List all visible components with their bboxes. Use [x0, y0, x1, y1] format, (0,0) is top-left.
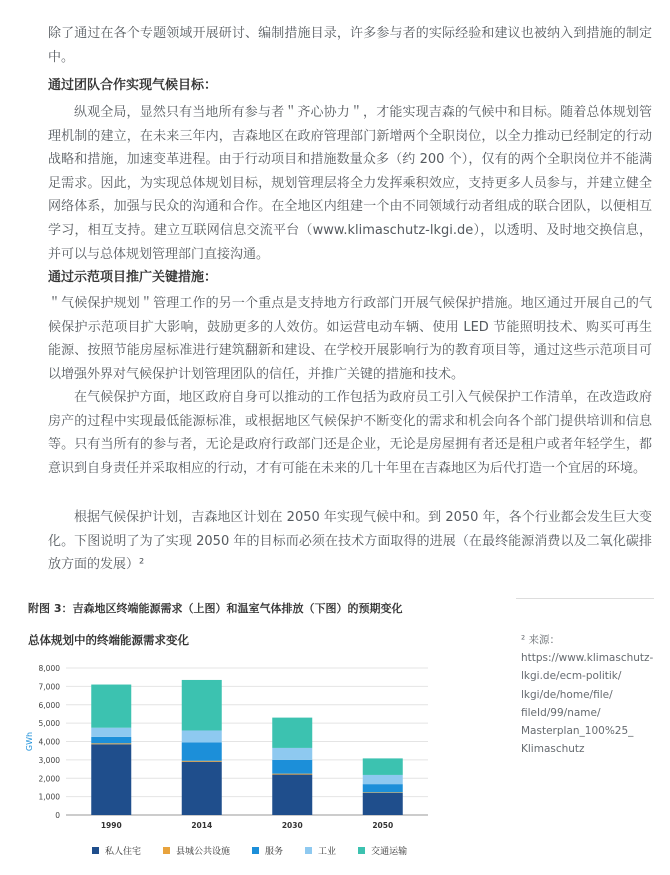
bar-segment	[91, 744, 131, 815]
figure-title: 附图 3：吉森地区终端能源需求（上图）和温室气体排放（下图）的预期变化	[28, 602, 403, 615]
energy-demand-bar-chart	[18, 655, 438, 840]
legend-label: 交通运输	[371, 847, 408, 857]
bar-segment	[272, 760, 312, 774]
bar-segment	[272, 774, 312, 775]
bar-segment	[272, 775, 312, 815]
bar-segment	[182, 680, 222, 731]
bar-segment	[363, 793, 403, 815]
bar-segment	[91, 737, 131, 743]
y-tick-label: 2,000	[38, 774, 60, 784]
footnote-line: https://www.klimaschutz-	[521, 652, 654, 665]
y-tick-label: 8,000	[38, 664, 60, 673]
legend-item	[92, 844, 141, 857]
chart-legend	[92, 844, 407, 857]
legend-item	[163, 844, 230, 857]
legend-swatch	[305, 847, 312, 854]
heading-team-cooperation: 通过团队合作实现气候目标：	[48, 78, 218, 93]
legend-label: 私人住宅	[105, 847, 142, 857]
bar-segment	[91, 685, 131, 728]
footnote-line: Masterplan_100%25_	[521, 725, 634, 738]
y-tick-label: 7,000	[38, 682, 60, 692]
bar-segment	[91, 743, 131, 744]
legend-item	[305, 844, 336, 857]
y-tick-label: 0	[55, 811, 60, 820]
y-tick-label: 1,000	[38, 792, 60, 802]
bar-segment	[182, 742, 222, 760]
y-tick-label: 3,000	[38, 755, 60, 765]
y-tick-label: 4,000	[38, 737, 60, 747]
legend-label: 县城公共设施	[176, 847, 231, 857]
legend-label: 工业	[318, 847, 337, 857]
y-tick-label: 5,000	[38, 719, 60, 729]
x-tick-label: 2050	[372, 821, 394, 830]
footnote-line: ² 来源：	[521, 634, 561, 646]
legend-item	[252, 844, 283, 857]
paragraph-government-actions: 在气候保护方面，地区政府自身可以推动的工作包括为政府员工引入气候保护工作清单，在改造政府房产的过程中实现最低能源标准，或根据地区气候保护不断变化的需求和机会向各个部门提供培训和信息等。只有当所有的参与者，无论是政府行政部门还是企业，无论是房屋拥有者还是租户或者年轻学生，都意识到自身责任并采取相应的行动，才有可能在未来的几十年里在吉森地区为后代打造一个宜居的环境。	[48, 390, 652, 476]
bar-segment	[272, 718, 312, 748]
legend-swatch	[163, 847, 170, 854]
x-tick-label: 2030	[281, 821, 303, 830]
bar-segment	[363, 758, 403, 775]
paragraph-intro: 除了通过在各个专题领域开展研讨、编制措施目录，许多参与者的实际经验和建议也被纳入到措施的制定中。	[48, 26, 652, 65]
footnote-line: Klimaschutz	[521, 743, 585, 756]
footnote-line: lkgi.de/ecm-politik/	[521, 670, 622, 683]
legend-label: 服务	[265, 847, 284, 857]
y-axis-label: GWh	[25, 731, 34, 752]
bar-segment	[363, 792, 403, 793]
bar-segment	[182, 761, 222, 762]
paragraph-team-cooperation: 纵观全局，显然只有当地所有参与者＂齐心协力＂，才能实现吉森的气候中和目标。随着总体规划管理机制的建立，在未来三年内，吉森地区在政府管理部门新增两个全职岗位，以全力推动已经制定的行动战略和措施，加速变革进程。由于行动项目和措施数量众多（约 200 个），仅有的两个全职岗位并不能满足需求。因此，为实现总体规划目标，规划管理层将全力发挥乘积效应，支持更多人员参与，并建立健全网络体系，加强与民众的沟通和合作。在全地区内组建一个由不同领域行动者组成的联合团队，以便相互学习，相互支持。建立互联网信息交流平台（www.klimaschutz-lkgi.de），以透明、及时地交换信息，并可以与总体规划管理部门直接沟通。	[48, 105, 652, 262]
footnote-line: lkgi/de/home/file/	[521, 688, 613, 701]
y-tick-label: 6,000	[38, 700, 60, 710]
chart-heading: 总体规划中的终端能源需求变化	[28, 633, 189, 647]
bar-segment	[91, 728, 131, 737]
bar-segment	[182, 762, 222, 815]
paragraph-demo-projects: ＂气候保护规划＂管理工作的另一个重点是支持地方行政部门开展气候保护措施。地区通过开展自己的气候保护示范项目扩大影响，鼓励更多的人效仿。如运营电动车辆、使用 LED 节能照明技术、购买可再生能源、按照节能房屋标准进行建筑翻新和建设、在学校开展影响行为的教育项目等，通过这些示范项目可以增强外界对气候保护计划管理团队的信任，并推广关键的措施和技术。	[48, 296, 652, 382]
footnote-divider	[516, 598, 654, 599]
x-tick-label: 2014	[191, 821, 213, 830]
paragraph-climate-neutral-2050: 根据气候保护计划，吉森地区计划在 2050 年实现气候中和。到 2050 年，各个行业都会发生巨大变化。下图说明了为了实现 2050 年的目标而必须在技术方面取得的进展（在最终能源消费以及二氧化碳排放方面的发展）²	[48, 510, 652, 573]
footnote-line: fileId/99/name/	[521, 706, 601, 719]
footnote-source	[521, 631, 661, 758]
legend-item	[358, 844, 407, 857]
legend-swatch	[252, 847, 259, 854]
heading-demo-projects: 通过示范项目推广关键措施：	[48, 270, 218, 285]
bar-segment	[272, 748, 312, 760]
x-tick-label: 1990	[100, 821, 122, 830]
legend-swatch	[358, 847, 365, 854]
legend-swatch	[92, 847, 99, 854]
bar-segment	[363, 775, 403, 784]
bar-segment	[363, 784, 403, 792]
bar-segment	[182, 730, 222, 742]
